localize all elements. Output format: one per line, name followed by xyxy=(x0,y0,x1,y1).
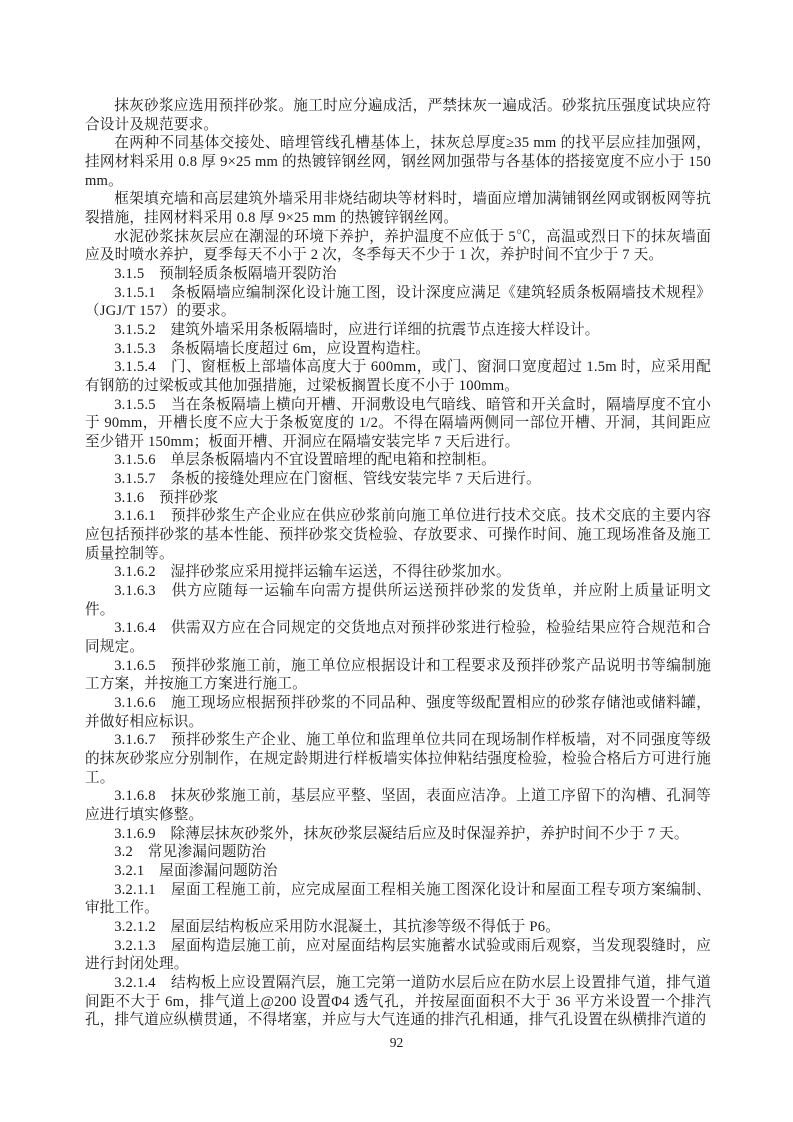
clause: 3.2.1.1 屋面工程施工前，应完成屋面工程相关施工图深化设计和屋面工程专项方案编制、审批工作。 xyxy=(85,881,711,917)
clause: 3.1.5.5 当在条板隔墙上横向开槽、开洞敷设电气暗线、暗管和开关盒时，隔墙厚度不宜小于 90mm，开槽长度不应大于条板宽度的 1/2。不得在隔墙两侧同一部位开槽、开洞，其间距应至少错开 150mm；板面开槽、开洞应在隔墙安装完毕 7 天后进行。 xyxy=(85,396,711,450)
paragraph: 抹灰砂浆应选用预拌砂浆。施工时应分遍成活，严禁抹灰一遍成活。砂浆抗压强度试块应符合设计及规范要求。 xyxy=(85,98,711,133)
page-number: 92 xyxy=(389,1035,404,1050)
clause: 3.1.5.1 条板隔墙应编制深化设计施工图，设计深度应满足《建筑轻质条板隔墙技术规程》（JGJ/T 157）的要求。 xyxy=(85,284,711,320)
clause: 3.1.6.2 湿拌砂浆应采用搅拌运输车运送，不得往砂浆加水。 xyxy=(114,564,511,581)
clause: 3.1.6.8 抹灰砂浆施工前，基层应平整、坚固，表面应洁净。上道工序留下的沟槽、孔洞等应进行填实修整。 xyxy=(85,788,711,823)
clause: 3.1.6.9 除薄层抹灰砂浆外，抹灰砂浆层凝结后应及时保湿养护，养护时间不少于 7 天。 xyxy=(114,825,689,842)
clause: 3.1.6.4 供需双方应在合同规定的交货地点对预拌砂浆进行检验，检验结果应符合规范和合同规定。 xyxy=(85,620,711,656)
section-heading: 3.1.6 预拌砂浆 xyxy=(114,489,219,506)
clause: 3.2.1.3 屋面构造层施工前，应对屋面结构层实施蓄水试验或雨后观察，当发现裂缝时，应进行封闭处理。 xyxy=(85,937,711,973)
paragraph: 水泥砂浆抹灰层应在潮湿的环境下养护，养护温度不应低于 5℃，高温或烈日下的抹灰墙面应及时喷水养护，夏季每天不小于 2 次，冬季每天不少于 1 次，养护时间不宜少于 7 天。 xyxy=(85,228,711,264)
clause: 3.1.6.5 预拌砂浆施工前，施工单位应根据设计和工程要求及预拌砂浆产品说明书等编制施工方案，并按施工方案进行施工。 xyxy=(85,657,711,693)
clause: 3.1.5.3 条板隔墙长度超过 6m，应设置构造柱。 xyxy=(114,340,431,357)
clause: 3.1.6.1 预拌砂浆生产企业应在供应砂浆前向施工单位进行技术交底。技术交底的主要内容应包括预拌砂浆的基本性能、预拌砂浆交货检验、存放要求、可操作时间、施工现场准备及施工质量控制等。 xyxy=(85,508,711,562)
document-body xyxy=(85,97,711,1030)
clause: 3.1.5.4 门、窗框板上部墙体高度大于 600mm，或门、窗洞口宽度超过 1.5m 时，应采用配有钢筋的过梁板或其他加强措施，过梁板搁置长度不小于 100mm。 xyxy=(85,359,711,394)
paragraph: 在两种不同基体交接处、暗埋管线孔槽基体上，抹灰总厚度≥35 mm 的找平层应挂加强网，挂网材料采用 0.8 厚 9×25 mm 的热镀锌钢丝网，钢丝网加强带与各基体的搭接宽度不应小于 150 mm。 xyxy=(85,135,711,189)
section-heading: 3.2.1 屋面渗漏问题防治 xyxy=(114,862,278,879)
clause: 3.1.5.6 单层条板隔墙内不宜设置暗埋的配电箱和控制柜。 xyxy=(114,452,496,469)
clause: 3.1.6.3 供方应随每一运输车向需方提供所运送预拌砂浆的发货单，并应附上质量证明文件。 xyxy=(85,583,711,618)
clause: 3.2.1.2 屋面层结构板应采用防水混凝土，其抗渗等级不得低于 P6。 xyxy=(114,918,561,935)
paragraph: 框架填充墙和高层建筑外墙采用非烧结砌块等材料时，墙面应增加满铺钢丝网或钢板网等抗裂措施，挂网材料采用 0.8 厚 9×25 mm 的热镀锌钢丝网。 xyxy=(85,191,711,226)
clause: 3.1.6.7 预拌砂浆生产企业、施工单位和监理单位共同在现场制作样板墙，对不同强度等级的抹灰砂浆应分别制作，在规定龄期进行样板墙实体拉伸粘结强度检验，检验合格后方可进行施工。 xyxy=(85,732,711,786)
clause: 3.1.5.7 条板的接缝处理应在门窗框、管线安装完毕 7 天后进行。 xyxy=(114,471,541,488)
section-heading: 3.1.5 预制轻质条板隔墙开裂防治 xyxy=(114,265,337,282)
clause: 3.2.1.4 结构板上应设置隔汽层，施工完第一道防水层后应在防水层上设置排气道，排气道间距不大于 6m，排气道上@200 设置Φ4 透气孔，并按屋面面积不大于 36 平方米设置一个排汽孔，排气道应纵横贯通，不得堵塞，并应与大气连通的排汽孔相通，排气孔设置在纵横排汽道的 xyxy=(85,974,711,1029)
section-heading: 3.2 常见渗漏问题防治 xyxy=(114,844,267,861)
clause: 3.1.6.6 施工现场应根据预拌砂浆的不同品种、强度等级配置相应的砂浆存储池或储料罐，并做好相应标识。 xyxy=(85,695,711,730)
clause: 3.1.5.2 建筑外墙采用条板隔墙时，应进行详细的抗震节点连接大样设计。 xyxy=(114,321,600,338)
